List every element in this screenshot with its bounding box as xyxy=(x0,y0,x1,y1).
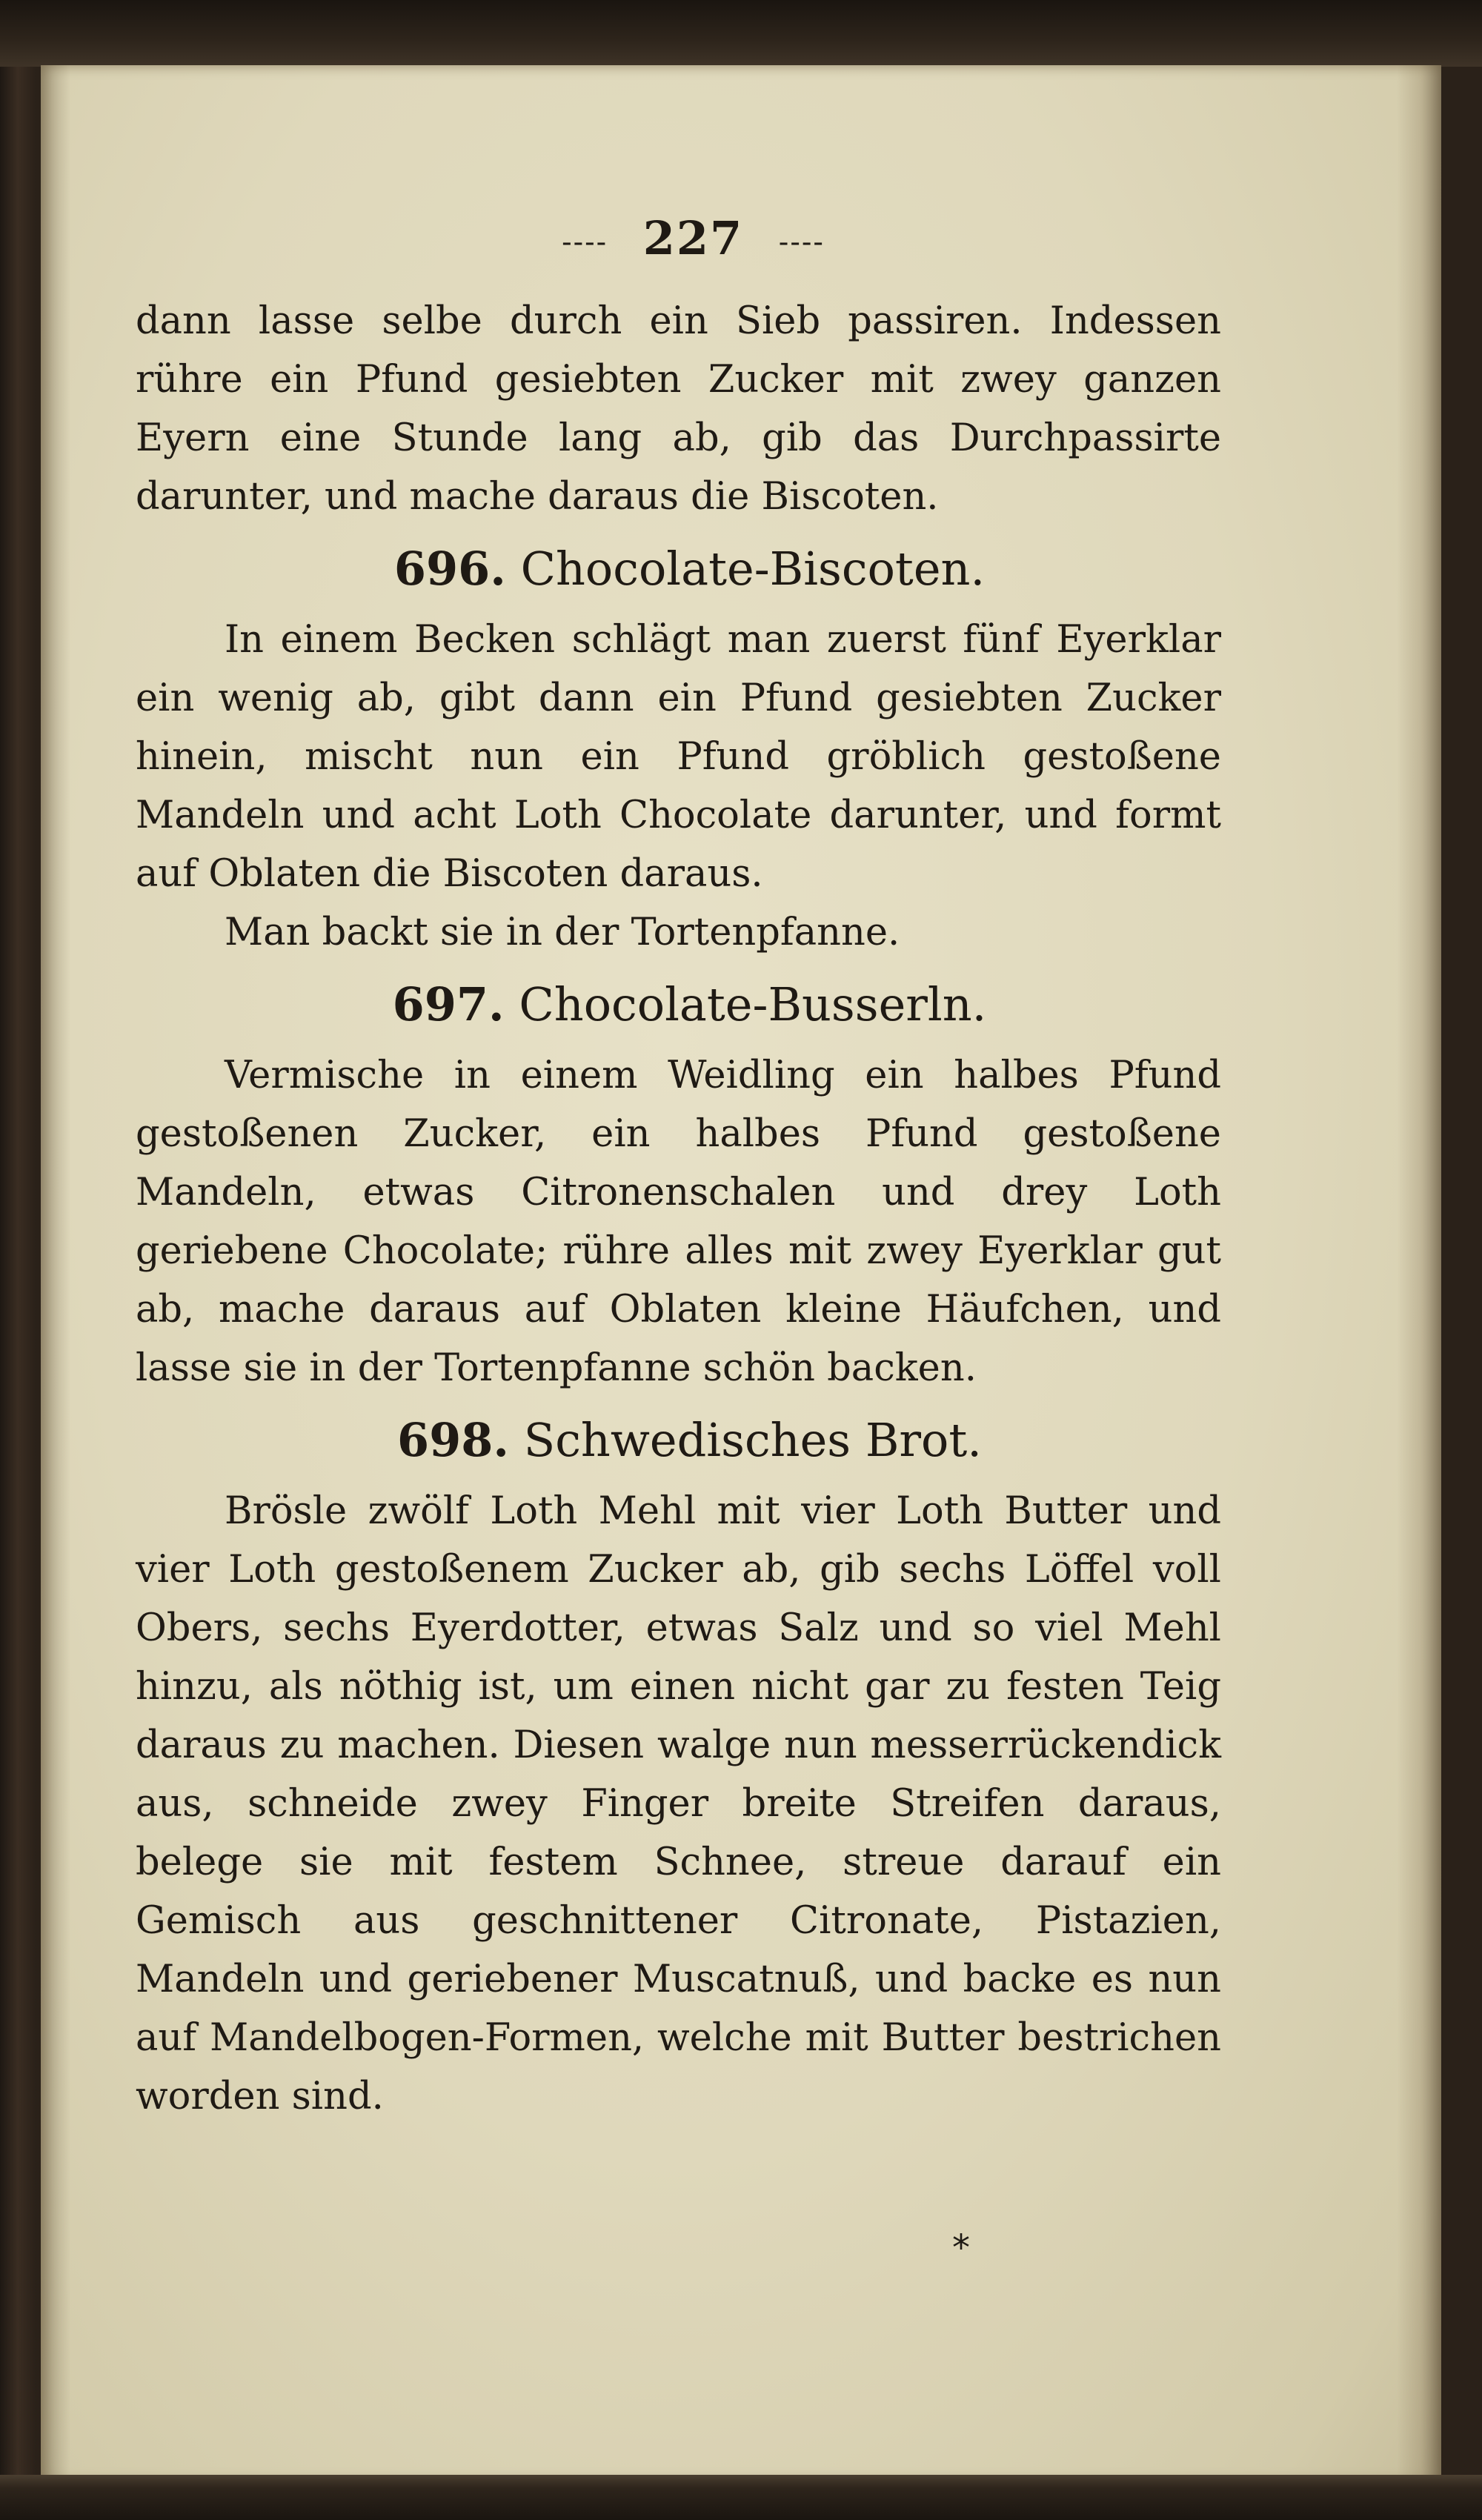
page-number: 227 xyxy=(642,211,744,265)
recipe-number: 697. xyxy=(392,977,505,1032)
recipe-heading-698 xyxy=(136,1411,1221,1470)
page-number-dash-right: ---- xyxy=(778,225,825,259)
recipe-heading-697 xyxy=(136,975,1221,1034)
recipe-number: 696. xyxy=(393,542,506,596)
recipe-696-paragraph-2: Man backt sie in der Tortenpfanne. xyxy=(225,911,900,955)
text-block xyxy=(136,213,1221,2126)
paper-page xyxy=(41,65,1441,2482)
page-number-dash-left: ---- xyxy=(562,225,608,259)
page-edge-shadow xyxy=(1397,65,1441,2482)
book-bottom-edge xyxy=(0,2475,1482,2520)
asterisk-ornament: * xyxy=(952,2227,970,2269)
recipe-heading-696 xyxy=(136,539,1221,599)
recipe-number: 698. xyxy=(397,1413,510,1468)
recipe-697-paragraph-1: Vermische in einem Weidling ein halbes Pfund gestoßenen Zucker, ein halbes Pfund gestoßene Mandeln, etwas Citronenschalen und drey Loth geriebene Chocolate; rühre alles mit zwey Eyerklar gut ab, mache daraus auf Oblaten kleine Häufchen, und lasse sie in der Tortenpfanne schön backen. xyxy=(136,1054,1221,1391)
recipe-698-paragraph-1: Brösle zwölf Loth Mehl mit vier Loth Butter und vier Loth gestoßenem Zucker ab, gib sechs Löffel voll Obers, sechs Eyerdotter, etwas Salz und so viel Mehl hinzu, als nöthig ist, um einen nicht gar zu festen Teig daraus zu machen. Diesen walge nun messerrückendick aus, schneide zwey Finger breite Streifen daraus, belege sie mit festem Schnee, streue darauf ein Gemisch aus geschnittener Citronate, Pistazien, Mandeln und geriebener Muscatnuß, und backe es nun auf Mandelbogen-Formen, welche mit Butter bestrichen worden sind. xyxy=(136,1489,1221,2119)
page-number-line xyxy=(136,213,1221,264)
intro-paragraph: dann lasse selbe durch ein Sieb passiren. Indessen rühre ein Pfund gesiebten Zucker mit zwey ganzen Eyern eine Stunde lang ab, gib das Durchpassirte darunter, und mache daraus die Biscoten. xyxy=(136,299,1221,519)
recipe-title: Chocolate-Biscoten. xyxy=(520,542,986,596)
page-gutter-shadow xyxy=(41,65,70,2482)
recipe-696-paragraph-1: In einem Becken schlägt man zuerst fünf Eyerklar ein wenig ab, gibt dann ein Pfund gesiebten Zucker hinein, mischt nun ein Pfund gröblich gestoßene Mandeln und acht Loth Chocolate darunter, und formt auf Oblaten die Biscoten daraus. xyxy=(136,618,1221,897)
recipe-title: Chocolate-Busserln. xyxy=(519,977,987,1032)
book-top-edge xyxy=(0,0,1482,67)
recipe-title: Schwedisches Brot. xyxy=(523,1413,982,1468)
